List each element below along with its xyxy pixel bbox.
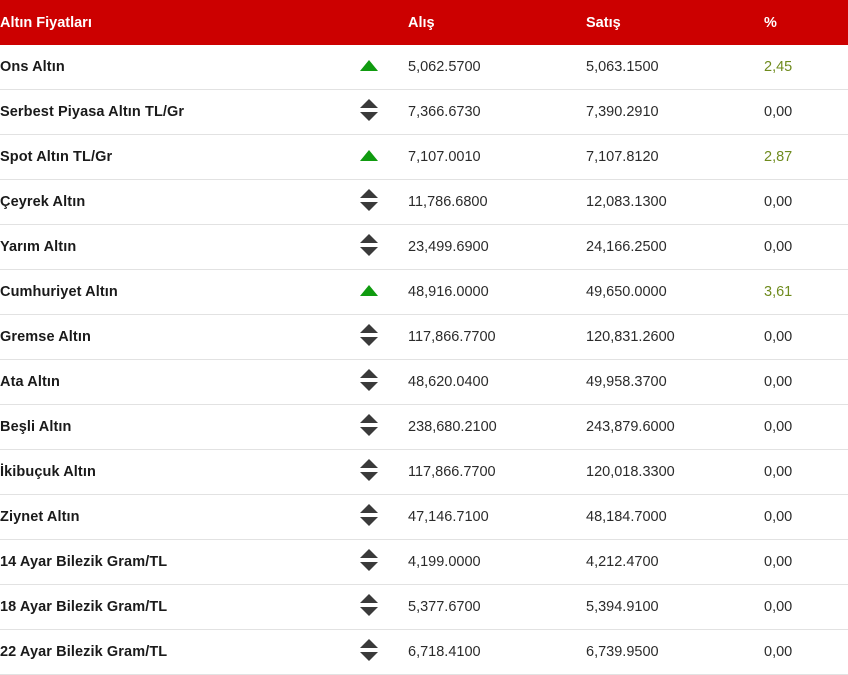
buy-price: 238,680.2100 bbox=[408, 405, 586, 450]
table-row[interactable] bbox=[0, 405, 848, 450]
asset-name: Yarım Altın bbox=[0, 225, 330, 270]
buy-price: 23,499.6900 bbox=[408, 225, 586, 270]
arrow-up-icon bbox=[360, 60, 378, 71]
table-row[interactable] bbox=[0, 630, 848, 675]
asset-name: Beşli Altın bbox=[0, 405, 330, 450]
arrow-up-down-icon bbox=[360, 504, 378, 526]
column-header-buy[interactable]: Alış bbox=[408, 0, 586, 45]
trend-cell bbox=[330, 585, 408, 630]
sell-price: 5,063.1500 bbox=[586, 45, 764, 90]
trend-cell bbox=[330, 315, 408, 360]
table-row[interactable] bbox=[0, 360, 848, 405]
change-percent: 2,45 bbox=[764, 45, 848, 90]
sell-price: 49,958.3700 bbox=[586, 360, 764, 405]
change-percent: 3,61 bbox=[764, 270, 848, 315]
sell-price: 24,166.2500 bbox=[586, 225, 764, 270]
table-row[interactable] bbox=[0, 270, 848, 315]
trend-cell bbox=[330, 135, 408, 180]
buy-price: 11,786.6800 bbox=[408, 180, 586, 225]
table-header-row bbox=[0, 0, 848, 45]
sell-price: 120,831.2600 bbox=[586, 315, 764, 360]
table-row[interactable] bbox=[0, 45, 848, 90]
asset-name: İkibuçuk Altın bbox=[0, 450, 330, 495]
table-row[interactable] bbox=[0, 450, 848, 495]
asset-name: Ziynet Altın bbox=[0, 495, 330, 540]
change-percent: 0,00 bbox=[764, 405, 848, 450]
change-percent: 0,00 bbox=[764, 585, 848, 630]
buy-price: 48,620.0400 bbox=[408, 360, 586, 405]
sell-price: 4,212.4700 bbox=[586, 540, 764, 585]
trend-cell bbox=[330, 540, 408, 585]
table-row[interactable] bbox=[0, 540, 848, 585]
trend-cell bbox=[330, 45, 408, 90]
asset-name: Çeyrek Altın bbox=[0, 180, 330, 225]
trend-cell bbox=[330, 225, 408, 270]
table-row[interactable] bbox=[0, 90, 848, 135]
table-row[interactable] bbox=[0, 315, 848, 360]
trend-cell bbox=[330, 495, 408, 540]
change-percent: 0,00 bbox=[764, 315, 848, 360]
table-row[interactable] bbox=[0, 585, 848, 630]
arrow-up-down-icon bbox=[360, 594, 378, 616]
asset-name: Cumhuriyet Altın bbox=[0, 270, 330, 315]
column-header-trend bbox=[330, 0, 408, 45]
change-percent: 0,00 bbox=[764, 495, 848, 540]
change-percent: 0,00 bbox=[764, 450, 848, 495]
column-header-percent[interactable]: % bbox=[764, 0, 848, 45]
arrow-up-down-icon bbox=[360, 324, 378, 346]
change-percent: 0,00 bbox=[764, 540, 848, 585]
column-header-name[interactable]: Altın Fiyatları bbox=[0, 0, 330, 45]
sell-price: 7,390.2910 bbox=[586, 90, 764, 135]
sell-price: 6,739.9500 bbox=[586, 630, 764, 675]
table-body bbox=[0, 45, 848, 675]
change-percent: 0,00 bbox=[764, 630, 848, 675]
table-row[interactable] bbox=[0, 225, 848, 270]
asset-name: Serbest Piyasa Altın TL/Gr bbox=[0, 90, 330, 135]
change-percent: 0,00 bbox=[764, 360, 848, 405]
sell-price: 120,018.3300 bbox=[586, 450, 764, 495]
buy-price: 5,377.6700 bbox=[408, 585, 586, 630]
sell-price: 12,083.1300 bbox=[586, 180, 764, 225]
arrow-up-down-icon bbox=[360, 459, 378, 481]
buy-price: 6,718.4100 bbox=[408, 630, 586, 675]
asset-name: 14 Ayar Bilezik Gram/TL bbox=[0, 540, 330, 585]
buy-price: 5,062.5700 bbox=[408, 45, 586, 90]
asset-name: Ons Altın bbox=[0, 45, 330, 90]
trend-cell bbox=[330, 360, 408, 405]
arrow-up-down-icon bbox=[360, 369, 378, 391]
arrow-up-icon bbox=[360, 285, 378, 296]
buy-price: 48,916.0000 bbox=[408, 270, 586, 315]
change-percent: 2,87 bbox=[764, 135, 848, 180]
trend-cell bbox=[330, 180, 408, 225]
change-percent: 0,00 bbox=[764, 90, 848, 135]
column-header-sell[interactable]: Satış bbox=[586, 0, 764, 45]
trend-cell bbox=[330, 405, 408, 450]
trend-cell bbox=[330, 270, 408, 315]
table-row[interactable] bbox=[0, 180, 848, 225]
sell-price: 5,394.9100 bbox=[586, 585, 764, 630]
asset-name: Gremse Altın bbox=[0, 315, 330, 360]
buy-price: 117,866.7700 bbox=[408, 315, 586, 360]
arrow-up-icon bbox=[360, 150, 378, 161]
trend-cell bbox=[330, 450, 408, 495]
sell-price: 243,879.6000 bbox=[586, 405, 764, 450]
buy-price: 4,199.0000 bbox=[408, 540, 586, 585]
sell-price: 49,650.0000 bbox=[586, 270, 764, 315]
arrow-up-down-icon bbox=[360, 234, 378, 256]
asset-name: Spot Altın TL/Gr bbox=[0, 135, 330, 180]
buy-price: 7,366.6730 bbox=[408, 90, 586, 135]
sell-price: 7,107.8120 bbox=[586, 135, 764, 180]
buy-price: 47,146.7100 bbox=[408, 495, 586, 540]
trend-cell bbox=[330, 630, 408, 675]
asset-name: 18 Ayar Bilezik Gram/TL bbox=[0, 585, 330, 630]
change-percent: 0,00 bbox=[764, 180, 848, 225]
arrow-up-down-icon bbox=[360, 189, 378, 211]
arrow-up-down-icon bbox=[360, 549, 378, 571]
arrow-up-down-icon bbox=[360, 99, 378, 121]
buy-price: 7,107.0010 bbox=[408, 135, 586, 180]
table-row[interactable] bbox=[0, 135, 848, 180]
table-header bbox=[0, 0, 848, 45]
table-row[interactable] bbox=[0, 495, 848, 540]
trend-cell bbox=[330, 90, 408, 135]
asset-name: 22 Ayar Bilezik Gram/TL bbox=[0, 630, 330, 675]
arrow-up-down-icon bbox=[360, 414, 378, 436]
change-percent: 0,00 bbox=[764, 225, 848, 270]
buy-price: 117,866.7700 bbox=[408, 450, 586, 495]
arrow-up-down-icon bbox=[360, 639, 378, 661]
asset-name: Ata Altın bbox=[0, 360, 330, 405]
sell-price: 48,184.7000 bbox=[586, 495, 764, 540]
